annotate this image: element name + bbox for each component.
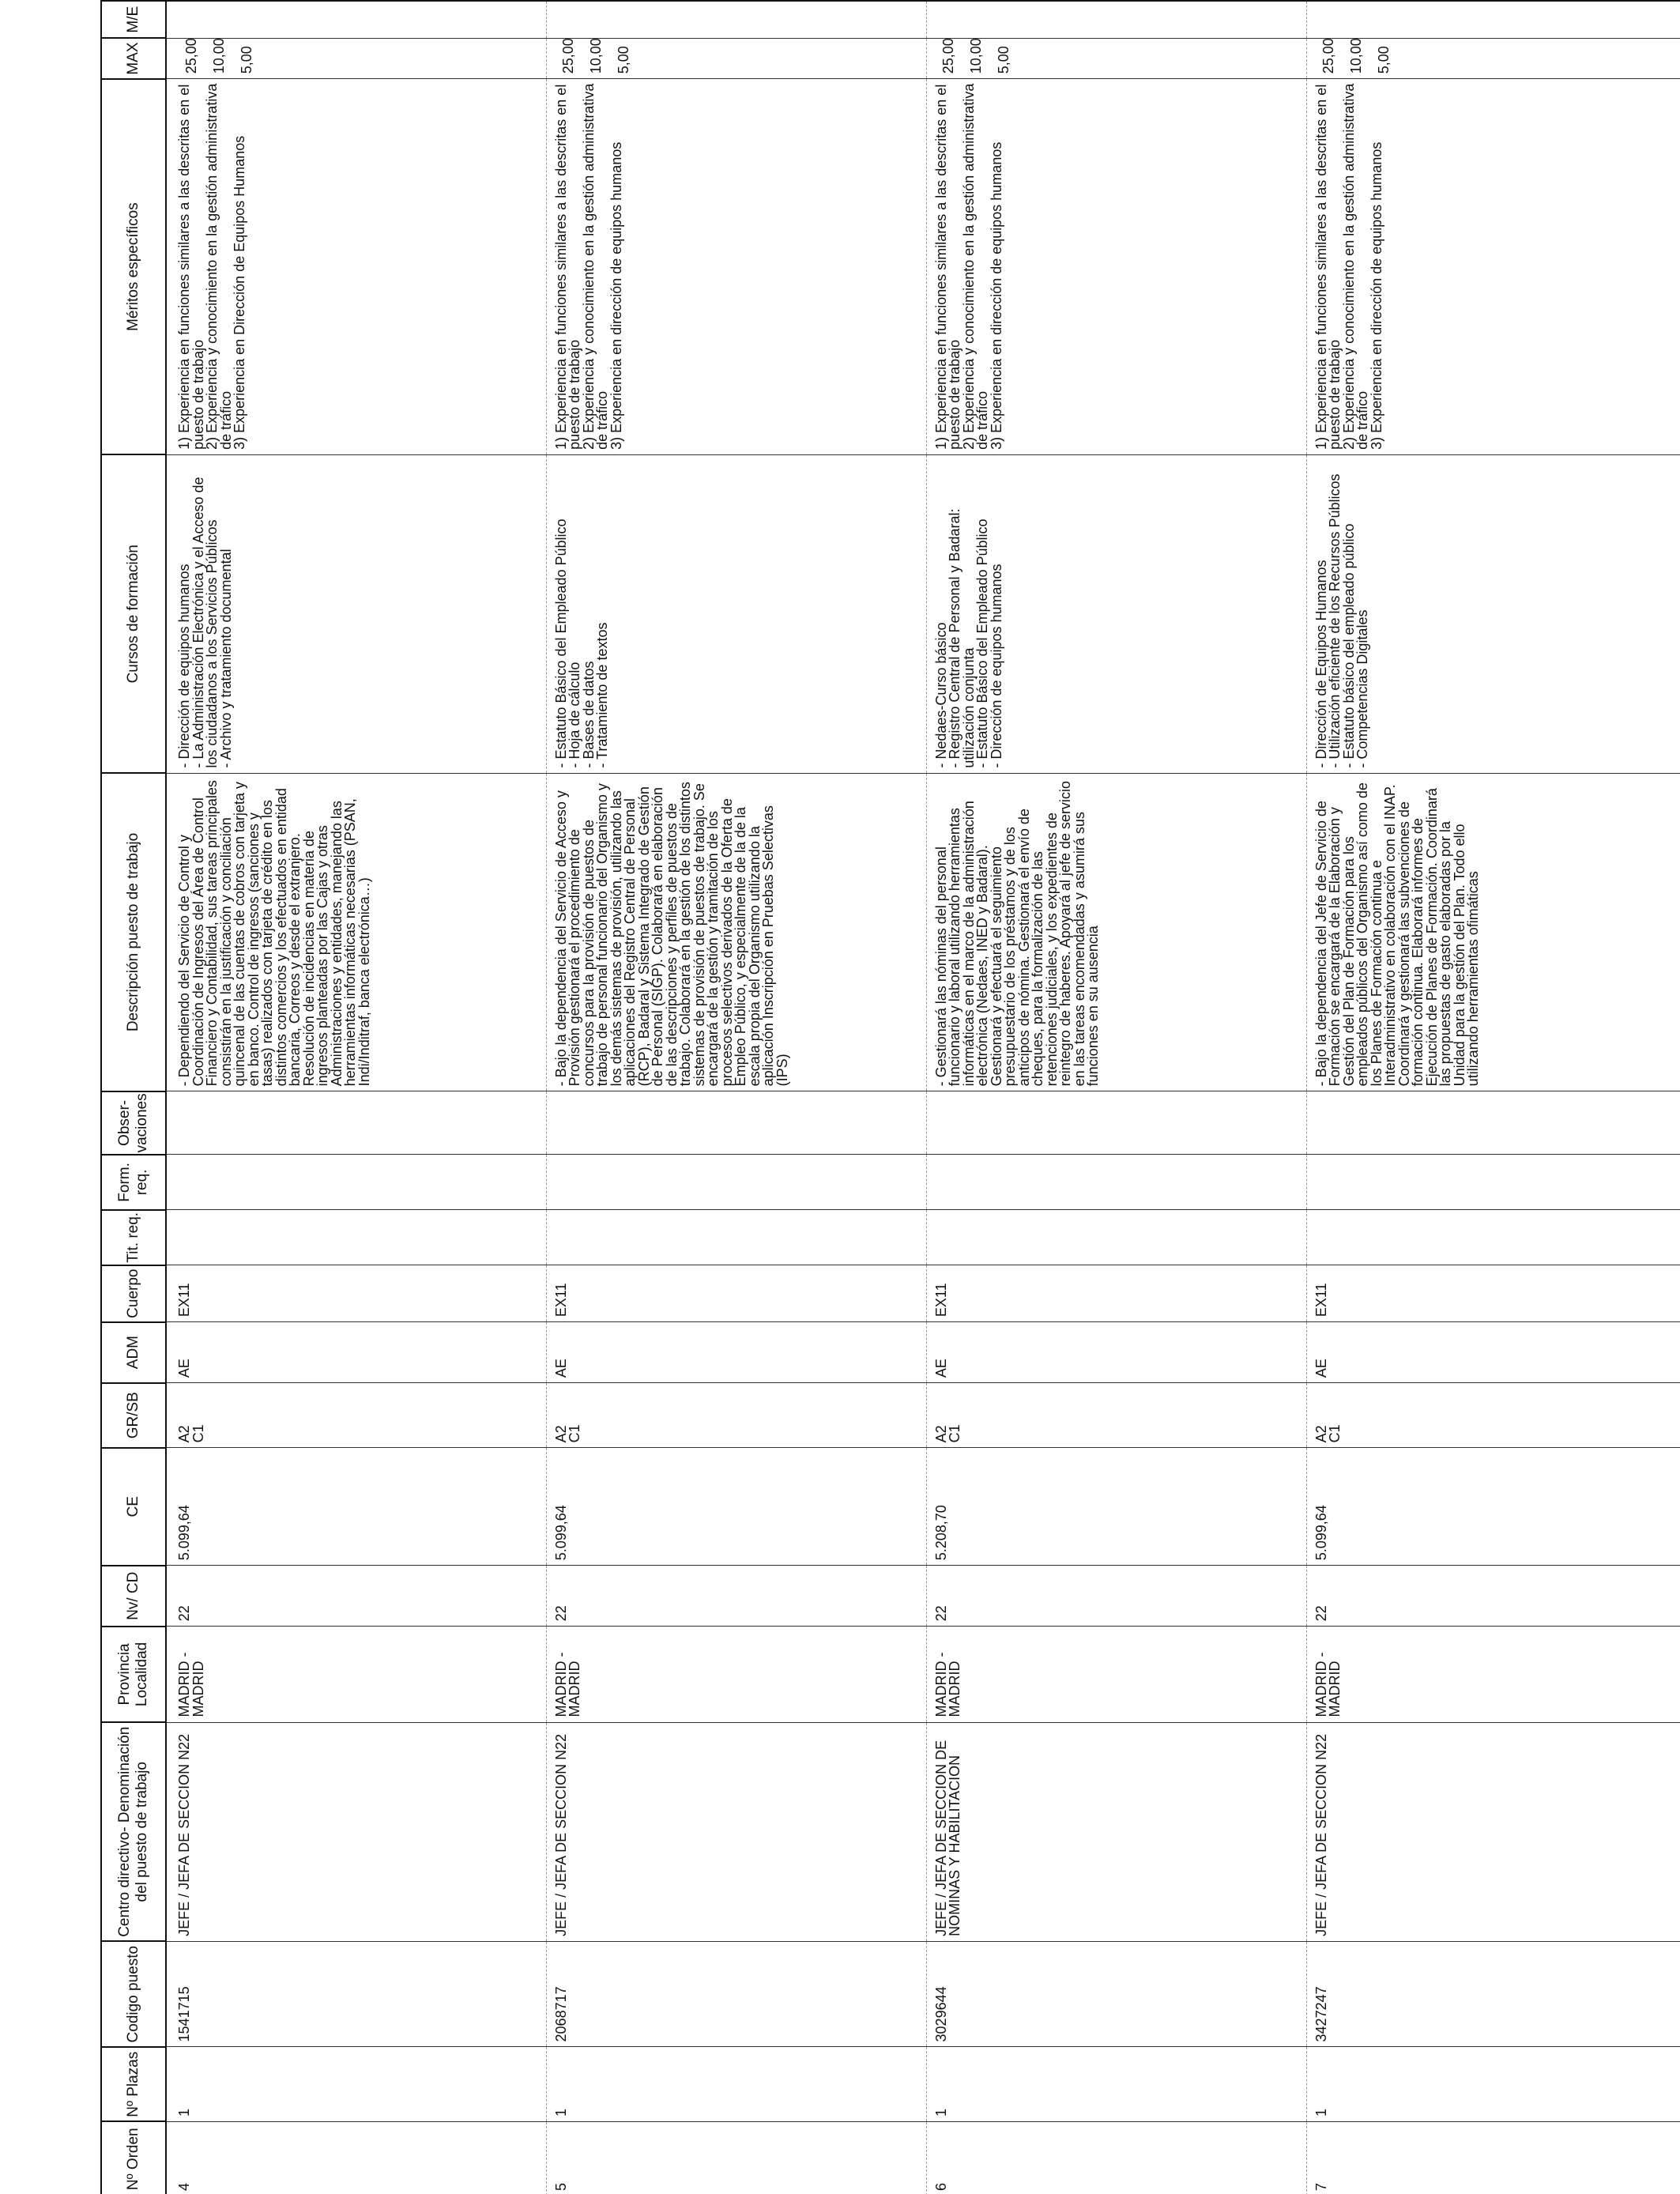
positions-table bbox=[100, 0, 1680, 2194]
cell-plazas: 1 bbox=[546, 2047, 926, 2122]
cell-codigo: 3029644 bbox=[926, 1941, 1306, 2047]
grupo-line: A2 bbox=[1313, 1425, 1329, 1443]
cell-formacion bbox=[1306, 1155, 1680, 1210]
merito-line: 3) Experiencia en dirección de equipos humanos bbox=[988, 141, 1004, 450]
cell-cursos bbox=[166, 454, 546, 773]
cell-centro: JEFE / JEFA DE SECCION DE NOMINAS Y HABILITACION bbox=[926, 1722, 1306, 1941]
merito-line: 2) Experiencia y conocimiento en la gestión administrativa de tráfico bbox=[960, 83, 990, 450]
cell-descripcion: - Dependiendo del Servicio de Control y Coordinación de Ingresos del Área de Control Financiero y Contabilidad, sus tareas principales consistirán en la justificación y conciliación quincenal de las cuentas de cobros con tarjeta y en banco. Control de ingresos (sanciones y tasas) realizados con tarjeta de crédito en los distintos comercios y los efectuados en entidad bancaria, Correos y desde el extranjero. Resolución de incidencias en materia de ingresos planteadas por las Cajas y otras Administraciones y entidades, manejando las herramientas informáticas necesarias (PSAN, Indi/Inditraf, banca electrónica…) bbox=[166, 773, 546, 1091]
max-value: 25,00 bbox=[559, 38, 576, 74]
cell-cursos bbox=[546, 454, 926, 773]
cell-descripcion: - Bajo la dependencia del Jefe de Servicio de Formación se encargará de la Elaboración y Gestión del Plan de Formación para los empleados públicos del Organismo así como de los Planes de Formación continua e Interadministrativo en colaboración con el INAP. Coordinará y gestionará las subvenciones de formación continua. Elaborará informes de Ejecución de Planes de Formación. Coordinará las propuestas de gasto elaboradas por la Unidad para la gestión del Plan. Todo ello utilizando herramientas ofimáticas bbox=[1306, 773, 1680, 1091]
header-orden: Nº Orden bbox=[101, 2121, 166, 2194]
cell-codigo: 3427247 bbox=[1306, 1941, 1680, 2047]
header-cursos: Cursos de formación bbox=[101, 454, 166, 773]
cell-ce: 5.099,64 bbox=[1306, 1448, 1680, 1566]
cell-grupo bbox=[1306, 1383, 1680, 1448]
cell-cursos bbox=[926, 454, 1306, 773]
max-value: 10,00 bbox=[587, 38, 604, 74]
table-row bbox=[546, 1, 926, 2194]
cell-cuerpo: EX11 bbox=[166, 1265, 546, 1322]
cell-nivel: 22 bbox=[926, 1566, 1306, 1627]
max-value: 25,00 bbox=[183, 38, 199, 74]
cell-codigo: 1541715 bbox=[166, 1941, 546, 2047]
cell-me bbox=[1306, 1, 1680, 38]
max-value: 25,00 bbox=[940, 38, 956, 74]
cell-adm: AE bbox=[546, 1322, 926, 1383]
cell-meritos bbox=[926, 79, 1306, 455]
cell-titulacion bbox=[166, 1210, 546, 1265]
cell-grupo bbox=[926, 1383, 1306, 1448]
grupo-line: C1 bbox=[1327, 1424, 1343, 1443]
curso-line: - La Administración Electrónica y el Acceso de los ciudadanos a los Servicios Públicos bbox=[190, 477, 220, 768]
header-codigo: Codigo puesto bbox=[101, 1941, 166, 2047]
curso-line: - Dirección de equipos humanos bbox=[988, 564, 1004, 768]
cell-grupo bbox=[546, 1383, 926, 1448]
cell-cursos bbox=[1306, 454, 1680, 773]
merito-line: 1) Experiencia en funciones similares a las descritas en el puesto de trabajo bbox=[176, 84, 206, 450]
cell-provincia: MADRID - MADRID bbox=[546, 1627, 926, 1722]
grupo-line: C1 bbox=[190, 1424, 206, 1443]
table-row bbox=[926, 1, 1306, 2194]
grupo-line: A2 bbox=[552, 1425, 569, 1443]
cell-formacion bbox=[926, 1155, 1306, 1210]
cell-me bbox=[546, 1, 926, 38]
curso-line: - Estatuto Básico del Empleado Público bbox=[974, 518, 990, 768]
merito-line: 3) Experiencia en dirección de equipos humanos bbox=[608, 141, 624, 450]
merito-line: 1) Experiencia en funciones similares a las descritas en el puesto de trabajo bbox=[552, 84, 582, 450]
cell-cuerpo: EX11 bbox=[1306, 1265, 1680, 1322]
curso-line: - Bases de datos bbox=[580, 661, 597, 768]
cell-centro: JEFE / JEFA DE SECCION N22 bbox=[1306, 1722, 1680, 1941]
cell-orden: 4 bbox=[166, 2121, 546, 2194]
cell-nivel: 22 bbox=[166, 1566, 546, 1627]
curso-line: - Tratamiento de textos bbox=[594, 622, 610, 768]
cell-orden: 5 bbox=[546, 2121, 926, 2194]
merito-line: 2) Experiencia y conocimiento en la gestión administrativa de tráfico bbox=[204, 83, 234, 450]
merito-line: 3) Experiencia en Dirección de Equipos Humanos bbox=[232, 135, 247, 450]
curso-line: - Estatuto básico del empleado público bbox=[1340, 523, 1357, 768]
cell-adm: AE bbox=[926, 1322, 1306, 1383]
curso-line: - Hoja de cálculo bbox=[567, 662, 582, 768]
cell-max bbox=[926, 38, 1306, 78]
merito-line: 2) Experiencia y conocimiento en la gestión administrativa de tráfico bbox=[580, 83, 610, 450]
cell-plazas: 1 bbox=[1306, 2047, 1680, 2122]
cell-provincia: MADRID - MADRID bbox=[926, 1627, 1306, 1722]
header-me: M/E bbox=[101, 1, 166, 38]
cell-centro: JEFE / JEFA DE SECCION N22 bbox=[546, 1722, 926, 1941]
curso-line: - Estatuto Básico del Empleado Público bbox=[552, 518, 569, 768]
cell-formacion bbox=[546, 1155, 926, 1210]
max-value: 25,00 bbox=[1320, 38, 1336, 74]
cell-cuerpo: EX11 bbox=[546, 1265, 926, 1322]
header-ce: CE bbox=[101, 1448, 166, 1566]
cell-orden: 6 bbox=[926, 2121, 1306, 2194]
cell-max bbox=[1306, 38, 1680, 78]
header-provincia: Provincia Localidad bbox=[101, 1627, 166, 1722]
max-value: 5,00 bbox=[615, 46, 631, 74]
cell-titulacion bbox=[1306, 1210, 1680, 1265]
cell-ce: 5.099,64 bbox=[166, 1448, 546, 1566]
cell-nivel: 22 bbox=[546, 1566, 926, 1627]
header-meritos: Méritos específicos bbox=[101, 79, 166, 455]
curso-line: - Competencias Digitales bbox=[1354, 609, 1370, 768]
cell-descripcion: - Gestionará las nóminas del personal funcionario y laboral utilizando herramientas informáticas en el marco de la administración electrónica (Nedaes, INED y Badaral). Gestionará y efectuará el seguimiento presupuestario de los préstamos y de los anticipos de nómina. Gestionará el envío de cheques, para la formalización de las retenciones judiciales, y los expedientes de reintegro de haberes. Apoyará al jefe de servicio en las tareas encomendadas y asumirá sus funciones en su ausencia bbox=[926, 773, 1306, 1091]
cell-provincia: MADRID - MADRID bbox=[166, 1627, 546, 1722]
grupo-line: C1 bbox=[567, 1424, 582, 1443]
cell-me bbox=[166, 1, 546, 38]
cell-ce: 5.099,64 bbox=[546, 1448, 926, 1566]
curso-line: - Archivo y tratamiento documental bbox=[217, 548, 234, 768]
cell-orden: 7 bbox=[1306, 2121, 1680, 2194]
cell-descripcion: - Bajo la dependencia del Servicio de Acceso y Provisión gestionará el procedimiento de concursos para la provisión de puestos de trabajo de personal funcionario del Organismo y los demás sistemas de provisión, utilizando las aplicaciones del Registro Central de Personal (RCP), Badaral y Sistema Integrado de Gestión de Personal (SIGP). Colaborará en elaboración de las descripciones y perfiles de puestos de trabajo. Colaborará en la gestión de los distintos sistemas de provisión de puestos de trabajo. Se encargará de la gestión y tramitación de los procesos selectivos derivados de la Oferta de Empleo Público, y especialmente de la de la escala propia del Organismo utilizando la aplicación Inscripción en Pruebas Selectivas (IPS) bbox=[546, 773, 926, 1091]
cell-observaciones bbox=[1306, 1091, 1680, 1155]
header-max: MAX bbox=[101, 38, 166, 78]
header-observaciones: Obser- vaciones bbox=[101, 1091, 166, 1155]
cell-provincia: MADRID - MADRID bbox=[1306, 1627, 1680, 1722]
cell-plazas: 1 bbox=[926, 2047, 1306, 2122]
max-value: 5,00 bbox=[1375, 46, 1392, 74]
cell-nivel: 22 bbox=[1306, 1566, 1680, 1627]
merito-line: 1) Experiencia en funciones similares a las descritas en el puesto de trabajo bbox=[932, 84, 962, 450]
grupo-line: A2 bbox=[176, 1425, 192, 1443]
cell-meritos bbox=[1306, 79, 1680, 455]
table-row bbox=[1306, 1, 1680, 2194]
cell-ce: 5.208,70 bbox=[926, 1448, 1306, 1566]
cell-meritos bbox=[546, 79, 926, 455]
cell-formacion bbox=[166, 1155, 546, 1210]
header-descripcion: Descripción puesto de trabajo bbox=[101, 773, 166, 1091]
header-titulacion: Tit. req. bbox=[101, 1210, 166, 1265]
cell-titulacion bbox=[926, 1210, 1306, 1265]
cell-observaciones bbox=[166, 1091, 546, 1155]
table-row bbox=[166, 1, 546, 2194]
cell-centro: JEFE / JEFA DE SECCION N22 bbox=[166, 1722, 546, 1941]
cell-observaciones bbox=[926, 1091, 1306, 1155]
curso-line: - Dirección de equipos humanos bbox=[176, 564, 192, 768]
max-value: 10,00 bbox=[967, 38, 984, 74]
grupo-line: A2 bbox=[932, 1425, 949, 1443]
header-grupo: GR/SB bbox=[101, 1383, 166, 1448]
cell-plazas: 1 bbox=[166, 2047, 546, 2122]
cell-cuerpo: EX11 bbox=[926, 1265, 1306, 1322]
cell-grupo bbox=[166, 1383, 546, 1448]
header-nivel: Nv/ CD bbox=[101, 1566, 166, 1627]
curso-line: - Registro Central de Personal y Badaral: utilización conjunta bbox=[947, 508, 977, 768]
max-value: 5,00 bbox=[995, 46, 1011, 74]
header-adm: ADM bbox=[101, 1322, 166, 1383]
rotated-table-container bbox=[100, 0, 1680, 2194]
cell-me bbox=[926, 1, 1306, 38]
merito-line: 3) Experiencia en dirección de equipos humanos bbox=[1368, 141, 1384, 450]
max-value: 5,00 bbox=[239, 46, 254, 74]
header-row bbox=[101, 1, 166, 2194]
cell-codigo: 2068717 bbox=[546, 1941, 926, 2047]
header-plazas: Nº Plazas bbox=[101, 2047, 166, 2122]
header-cuerpo: Cuerpo bbox=[101, 1265, 166, 1322]
cell-meritos bbox=[166, 79, 546, 455]
grupo-line: C1 bbox=[947, 1424, 962, 1443]
merito-line: 1) Experiencia en funciones similares a las descritas en el puesto de trabajo bbox=[1313, 84, 1343, 450]
cell-max bbox=[546, 38, 926, 78]
max-value: 10,00 bbox=[1347, 38, 1364, 74]
header-centro: Centro directivo- Denominación del puesto de trabajo bbox=[101, 1722, 166, 1941]
curso-line: - Dirección de Equipos Humanos bbox=[1313, 560, 1329, 768]
cell-max bbox=[166, 38, 546, 78]
curso-line: - Nedaes-Curso básico bbox=[932, 622, 949, 768]
header-formacion: Form. req. bbox=[101, 1155, 166, 1210]
cell-observaciones bbox=[546, 1091, 926, 1155]
merito-line: 2) Experiencia y conocimiento en la gestión administrativa de tráfico bbox=[1340, 83, 1370, 450]
cell-titulacion bbox=[546, 1210, 926, 1265]
cell-adm: AE bbox=[166, 1322, 546, 1383]
cell-adm: AE bbox=[1306, 1322, 1680, 1383]
curso-line: - Utilización eficiente de los Recursos Públicos bbox=[1327, 473, 1343, 768]
max-value: 10,00 bbox=[211, 38, 227, 74]
